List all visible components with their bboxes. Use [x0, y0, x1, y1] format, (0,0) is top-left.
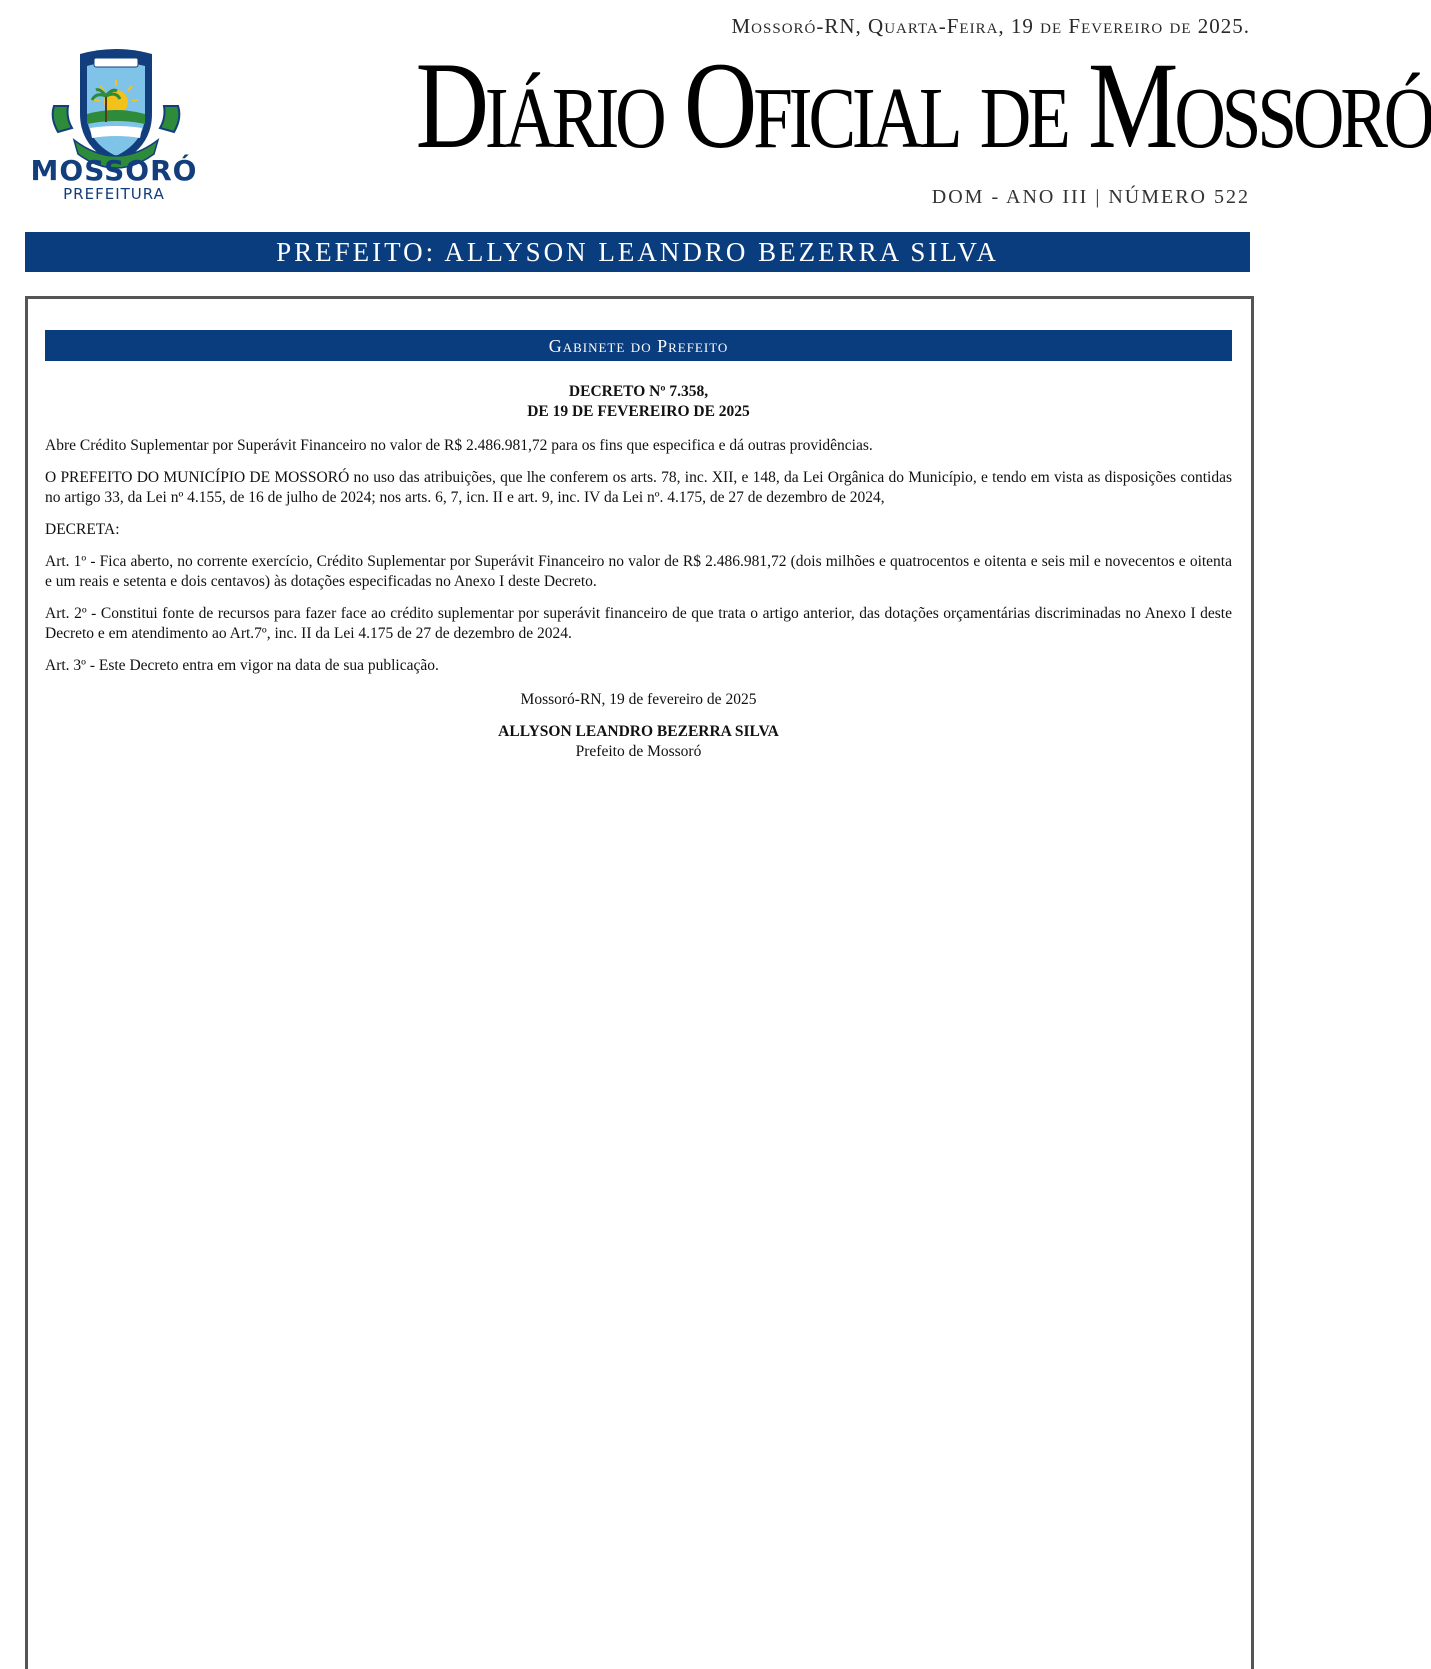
place-and-date: Mossoró-RN, 19 de fevereiro de 2025: [520, 691, 757, 708]
logo-name: MOSSORÓ: [30, 154, 198, 187]
logo-subtitle: PREFEITURA: [63, 185, 165, 203]
decree-preamble: O PREFEITO DO MUNICÍPIO DE MOSSORÓ no uso das atribuições, que lhe conferem os arts. 78, inc. XII, e 148, da Lei Orgânica do Município, e tendo em vista as disposições contidas no artigo 33, da Lei nº 4.155, de 16 de julho de 2024; nos arts. 6, 7, icn. II e art. 9, inc. IV da Lei nº. 4.175, de 27 de dezembro de 2024,: [45, 469, 1232, 506]
decree-document: [45, 382, 1232, 762]
signer-name: ALLYSON LEANDRO BEZERRA SILVA: [498, 723, 779, 740]
decree-article-2: Art. 2º - Constitui fonte de recursos para fazer face ao crédito suplementar por superávit financeiro de que trata o artigo anterior, das dotações orçamentárias discriminadas no Anexo I deste Decreto e em atendimento ao Art.7º, inc. II da Lei 4.175 de 27 de dezembro de 2024.: [45, 605, 1232, 642]
decree-date: DE 19 DE FEVEREIRO DE 2025: [527, 403, 750, 420]
issue-number: DOM - ANO III | NÚMERO 522: [931, 186, 1250, 208]
decree-summary: Abre Crédito Suplementar por Superávit Financeiro no valor de R$ 2.486.981,72 para os fins que especifica e dá outras providências.: [45, 437, 873, 454]
content-frame: [25, 296, 1254, 1669]
signer-role: Prefeito de Mossoró: [575, 743, 702, 760]
dateline: Mossoró-RN, Quarta-Feira, 19 de Fevereiro de 2025.: [731, 14, 1250, 38]
prefeitura-logo: [20, 44, 205, 204]
decree-decreta: DECRETA:: [45, 521, 120, 538]
decree-title: DECRETO Nº 7.358,: [568, 383, 709, 400]
mayor-banner: PREFEITO: ALLYSON LEANDRO BEZERRA SILVA: [25, 232, 1250, 272]
section-heading: Gabinete do Prefeito: [45, 330, 1232, 361]
decree-article-3: Art. 3º - Este Decreto entra em vigor na data de sua publicação.: [45, 657, 439, 674]
decree-article-1: Art. 1º - Fica aberto, no corrente exercício, Crédito Suplementar por Superávit Financeiro no valor de R$ 2.486.981,72 (dois milhões e quatrocentos e oitenta e seis mil e novecentos e oitenta e um reais e setenta e dois centavos) às dotações especificadas no Anexo I deste Decreto.: [45, 553, 1232, 590]
newspaper-title: Diário Oficial de Mossoró: [415, 37, 1431, 174]
